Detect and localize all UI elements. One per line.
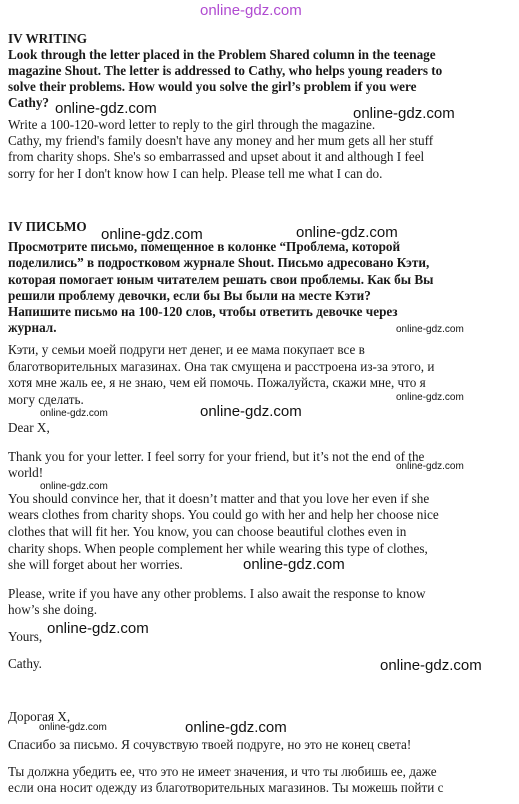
watermark: online-gdz.com xyxy=(353,105,455,122)
reply-line: Please, write if you have any other problems. I also await the response to know xyxy=(8,586,426,601)
letter-line: хотя мне жаль ее, я не знаю, чем ей помочь. Пожалуйста, скажи мне, что я xyxy=(8,375,426,390)
task-line: Просмотрите письмо, помещенное в колонке “Проблема, которой xyxy=(8,239,401,254)
watermark: online-gdz.com xyxy=(185,719,287,736)
letter-line: sorry for her I don't know how I can help. Please tell me what I can do. xyxy=(8,166,383,181)
task-line: magazine Shout. The letter is addressed to Cathy, who helps young readers to xyxy=(8,63,443,78)
watermark: online-gdz.com xyxy=(40,408,108,419)
instruction-line: Write a 100-120-word letter to reply to the girl through the magazine. xyxy=(8,117,376,132)
reply-signature: Cathy. xyxy=(8,656,42,671)
watermark: online-gdz.com xyxy=(101,226,203,243)
watermark: online-gdz.com xyxy=(243,556,345,573)
watermark: online-gdz.com xyxy=(39,722,107,733)
letter-line: Cathy, my friend's family doesn't have any money and her mum gets all her stuff xyxy=(8,133,434,148)
letter-line: from charity shops. She's so embarrassed and upset about it and although I feel xyxy=(8,149,425,164)
task-line: solve their problems. How would you solve the girl’s problem if you were xyxy=(8,79,417,94)
letter-line: благотворительных магазинах. Она так смущена и расстроена из-за этого, и xyxy=(8,359,435,374)
watermark: online-gdz.com xyxy=(396,392,464,403)
reply-line-ru: Ты должна убедить ее, что это не имеет значения, и что ты любишь ее, даже xyxy=(8,764,437,779)
reply-line-ru: Спасибо за письмо. Я сочувствую твоей подруге, но это не конец света! xyxy=(8,737,412,752)
task-line: решили проблему девочки, если бы Вы были на месте Кэти? xyxy=(8,288,371,303)
watermark: online-gdz.com xyxy=(396,461,464,472)
watermark: online-gdz.com xyxy=(380,657,482,674)
task-line: Напишите письмо на 100-120 слов, чтобы ответить девочке через xyxy=(8,304,398,319)
section-heading-en: IV WRITING xyxy=(8,31,88,46)
watermark: online-gdz.com xyxy=(47,620,149,637)
watermark: online-gdz.com xyxy=(296,224,398,241)
watermark: online-gdz.com xyxy=(396,324,464,335)
reply-line: You should convince her, that it doesn’t matter and that you love her even if she xyxy=(8,491,430,506)
reply-greeting: Dear X, xyxy=(8,420,50,435)
task-line: Look through the letter placed in the Problem Shared column in the teenage xyxy=(8,47,436,62)
task-line: Cathy? xyxy=(8,95,50,110)
reply-line-ru: если она носит одежду из благотворительных магазинов. Ты можешь пойти с xyxy=(8,780,444,795)
reply-line: charity shops. When people complement her while wearing this type of clothes, xyxy=(8,541,428,556)
reply-line: how’s she doing. xyxy=(8,602,98,617)
letter-line: могу сделать. xyxy=(8,392,84,407)
task-line: поделились” в подростковом журнале Shout. Письмо адресовано Кэти, xyxy=(8,255,430,270)
reply-line: clothes that will fit her. You know, you can choose beautiful clothes even in xyxy=(8,524,407,539)
watermark: online-gdz.com xyxy=(200,2,302,19)
reply-line: world! xyxy=(8,465,44,480)
reply-line: Thank you for your letter. I feel sorry for your friend, but it’s not the end of the xyxy=(8,449,425,464)
watermark: online-gdz.com xyxy=(40,481,108,492)
section-heading-ru: IV ПИСЬМО xyxy=(8,219,87,234)
task-line: журнал. xyxy=(8,320,57,335)
task-line: которая помогает юным читателем решать свои проблемы. Как бы Вы xyxy=(8,272,434,287)
reply-line: she will forget about her worries. xyxy=(8,557,183,572)
letter-line: Кэти, у семьи моей подруги нет денег, и ее мама покупает все в xyxy=(8,342,365,357)
watermark: online-gdz.com xyxy=(55,100,157,117)
reply-greeting-ru: Дорогая X, xyxy=(8,709,71,724)
reply-line: wears clothes from charity shops. You could go with her and help her choose nice xyxy=(8,507,439,522)
watermark: online-gdz.com xyxy=(200,403,302,420)
reply-closing: Yours, xyxy=(8,629,43,644)
